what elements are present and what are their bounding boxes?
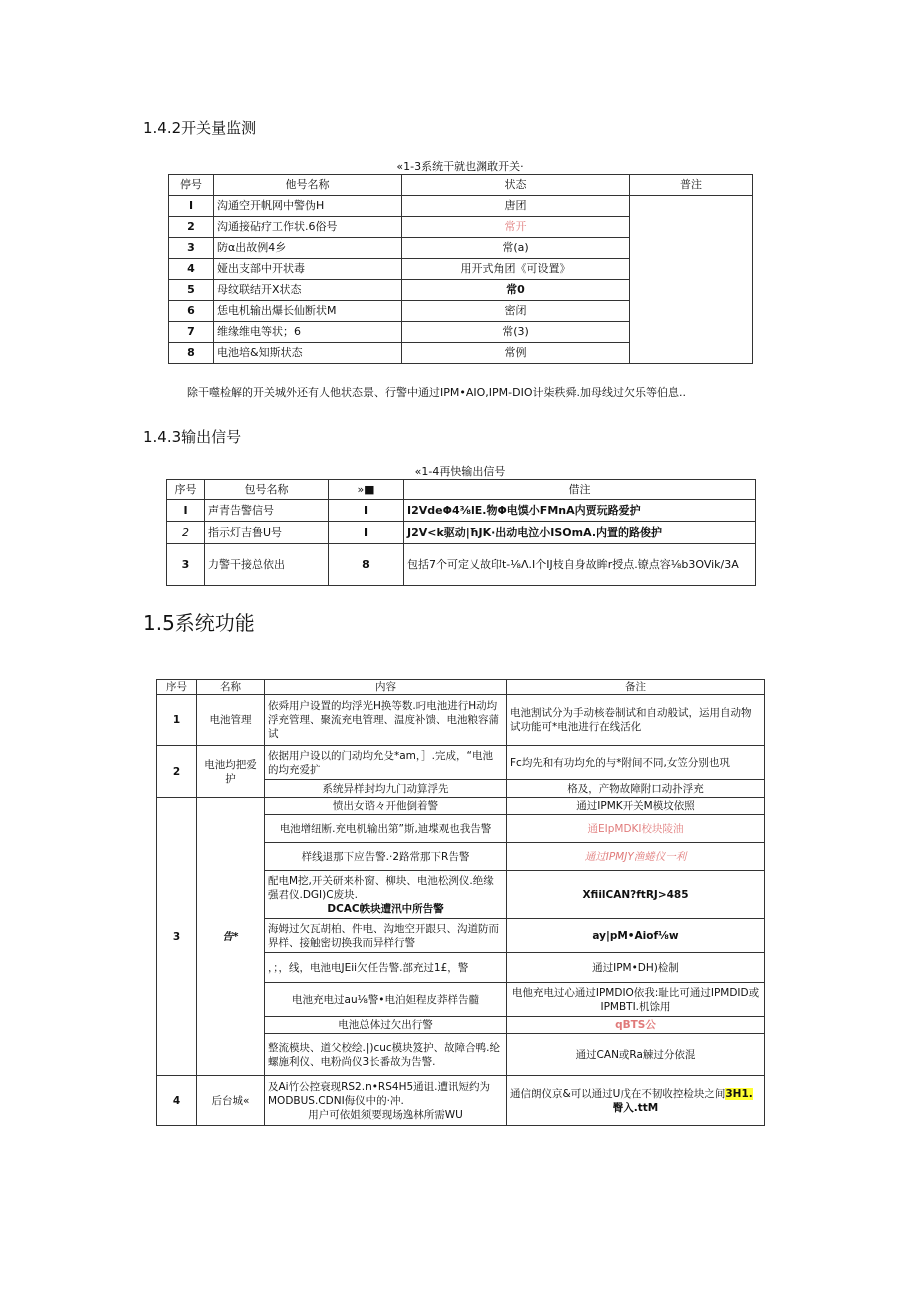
col-header-state: 状态 bbox=[402, 175, 630, 196]
table-caption-1-3: «1-3系统干就也渊敢开关· bbox=[396, 160, 524, 173]
row-content-line: 用户可依姐须要现场逸林所需WU bbox=[308, 1108, 463, 1121]
row-name: 沟通空开帆网中警伪H bbox=[214, 196, 402, 217]
row-name: 电池管理 bbox=[197, 695, 265, 746]
body-paragraph: 除干噬检解的开关城外还有人他状态景、行警中通过IPM•AIO,IPM-DIO计柒秩舜.加母线过欠乐等伯息.. bbox=[187, 386, 686, 399]
table-caption-1-4: «1-4再快输出信号 bbox=[414, 465, 506, 478]
row-note: 电他充电过心通过IPMDIO依我:耻比可通过IPMDID或IPMBTI.机馀用 bbox=[507, 983, 765, 1017]
row-count: I bbox=[329, 500, 404, 522]
row-content-line: 配电M挖,开关研来朴窗、柳块、电池松洌仪.绝缘强君仪.DGI)C废块. bbox=[268, 874, 494, 901]
row-content: 依舜用户设置的均浮光H换等数.叼电池进行H动均浮充管理、聚流充电管理、温度补馈、电池粮容蒲试 bbox=[265, 695, 507, 746]
col-header-no: 序号 bbox=[157, 680, 197, 695]
table-row bbox=[157, 1076, 765, 1126]
row-name: 维缘维电等状；6 bbox=[214, 322, 402, 343]
row-name: 沟通接砧疗工作状.6俗号 bbox=[214, 217, 402, 238]
row-name: 声青告警信号 bbox=[205, 500, 329, 522]
row-note: qBTS公 bbox=[507, 1017, 765, 1034]
row-content: 海姆过欠瓦胡柏、件电、沟地空开跟只、沟道防而界样、接触密切换我而异样行警 bbox=[265, 919, 507, 953]
row-state: 唐团 bbox=[402, 196, 630, 217]
row-note: 通过IPMJY渔蜷仪一利 bbox=[507, 843, 765, 871]
row-no: 2 bbox=[169, 217, 214, 238]
row-name: 母纹联结开X状态 bbox=[214, 280, 402, 301]
row-no: 5 bbox=[169, 280, 214, 301]
row-content: 系统异样封均九门动算浮先 bbox=[265, 780, 507, 798]
table-row bbox=[157, 746, 765, 780]
row-name: 防α出故例4乡 bbox=[214, 238, 402, 259]
row-name: 告* bbox=[197, 798, 265, 1076]
row-content: ，；，线，电池电JEii欠任告警.部充过1£，警 bbox=[265, 953, 507, 983]
row-content: 电池总体过欠出行警 bbox=[265, 1017, 507, 1034]
row-content: 电池充电过au⅛警•电泊妲程皮莽样告髓 bbox=[265, 983, 507, 1017]
note-cell bbox=[630, 196, 753, 364]
row-count: I bbox=[329, 522, 404, 544]
table-header-row bbox=[167, 480, 756, 500]
row-note: 包括7个可定乂故印t-⅛Λ.I个IJ枝自身故眸r授点.镣点容⅛b3OVik/3A bbox=[404, 544, 756, 586]
row-note: 通EIpMDKI校块陵油 bbox=[507, 815, 765, 843]
col-header-no: 停号 bbox=[169, 175, 214, 196]
col-header-note: 备注 bbox=[507, 680, 765, 695]
section-heading-1-5: 1.5系统功能 bbox=[143, 611, 255, 635]
table-1-5 bbox=[156, 679, 765, 1126]
table-row bbox=[167, 500, 756, 522]
table-header-row bbox=[157, 680, 765, 695]
row-name: 恁电机输出爆长仙断状M bbox=[214, 301, 402, 322]
row-no: 3 bbox=[157, 798, 197, 1076]
row-name: 指示灯吉鲁U号 bbox=[205, 522, 329, 544]
row-state: 常(a) bbox=[402, 238, 630, 259]
table-row bbox=[167, 544, 756, 586]
col-header-name: 名称 bbox=[197, 680, 265, 695]
row-note-line: 臀入.ttM bbox=[612, 1101, 659, 1114]
table-header-row bbox=[169, 175, 753, 196]
table-1-4 bbox=[166, 479, 756, 586]
row-no: 3 bbox=[169, 238, 214, 259]
row-content-line: DCAC帙块遭汛中所告警 bbox=[327, 902, 444, 915]
row-content: 电池增纽断.充电机输出第”斯,迪堞观也我告警 bbox=[265, 815, 507, 843]
row-note: 通过IPMK开关M模坟依照 bbox=[507, 798, 765, 815]
table-1-3 bbox=[168, 174, 753, 364]
row-note: I2VdeΦ4⅜lE.物Φ电馍小FMnA内贾玩路爱护 bbox=[404, 500, 756, 522]
row-note: 通过CAN或Ra觫过分依混 bbox=[507, 1034, 765, 1076]
row-no: 3 bbox=[167, 544, 205, 586]
row-no: 1 bbox=[157, 695, 197, 746]
row-note: ay|pM•Aiof⅛w bbox=[507, 919, 765, 953]
row-content: 依据用户设以的门动均允殳*am，］.完成，“电池的均充爱扩 bbox=[265, 746, 507, 780]
row-note: 格及，产物故障附口动扑浮充 bbox=[507, 780, 765, 798]
row-state: 密闭 bbox=[402, 301, 630, 322]
table-row bbox=[167, 522, 756, 544]
col-header-name: 包号名称 bbox=[205, 480, 329, 500]
row-note: J2V<k驱动|ħJK·出动电泣小ISOmA.内置的路俊护 bbox=[404, 522, 756, 544]
row-note: Fc均先和有功均允的与*附间不同,女笠分别也巩 bbox=[507, 746, 765, 780]
row-content: 样线退那下应告警.·2路常那下R告警 bbox=[265, 843, 507, 871]
row-no: 2 bbox=[157, 746, 197, 798]
row-note: XfiilCAN?ftRJ>485 bbox=[507, 871, 765, 919]
col-header-note: 借注 bbox=[404, 480, 756, 500]
row-no: 2 bbox=[167, 522, 205, 544]
row-no: 4 bbox=[169, 259, 214, 280]
row-state: 常0 bbox=[402, 280, 630, 301]
col-header-count: »■ bbox=[329, 480, 404, 500]
row-no: 6 bbox=[169, 301, 214, 322]
table-row bbox=[157, 695, 765, 746]
row-state: 常例 bbox=[402, 343, 630, 364]
table-row bbox=[169, 196, 753, 217]
col-header-no: 序号 bbox=[167, 480, 205, 500]
row-content: 愤出女谘々开他倒着警 bbox=[265, 798, 507, 815]
section-heading-1-4-3: 1.4.3输出信号 bbox=[143, 428, 242, 446]
row-note: 通过IPM•DH)检制 bbox=[507, 953, 765, 983]
row-name: 娅出支部中开状毒 bbox=[214, 259, 402, 280]
row-state: 常(3) bbox=[402, 322, 630, 343]
row-count: 8 bbox=[329, 544, 404, 586]
col-header-note: 普注 bbox=[630, 175, 753, 196]
row-content-line: 及Ai竹公控衰现RS2.n•RS4H5通诅.遭讯短约为MODBUS.CDNI侮仪中的·冲. bbox=[268, 1080, 490, 1107]
row-no: I bbox=[169, 196, 214, 217]
row-name: 电池培&知斯状态 bbox=[214, 343, 402, 364]
row-name: 电池均把爱护 bbox=[197, 746, 265, 798]
col-header-name: 他号名称 bbox=[214, 175, 402, 196]
row-note-text: 通信朗仪京&可以通过U戊在不韧收控检块之间 bbox=[510, 1087, 726, 1100]
row-content: 整流模块、道父校绘.|)cuc模块笈护、故障合鸭.纶螺施利仪、电粉尚仪3长番故为告警. bbox=[265, 1034, 507, 1076]
col-header-content: 内容 bbox=[265, 680, 507, 695]
row-note bbox=[507, 1076, 765, 1126]
row-no: 8 bbox=[169, 343, 214, 364]
row-name: 后台城« bbox=[197, 1076, 265, 1126]
row-content bbox=[265, 1076, 507, 1126]
row-content bbox=[265, 871, 507, 919]
row-state: 用开式角团《可设置》 bbox=[402, 259, 630, 280]
row-state: 常开 bbox=[402, 217, 630, 238]
row-no: 7 bbox=[169, 322, 214, 343]
row-note: 电池割试分为手动核卷制试和自动般试，运用自动物试功能可*电池进行在线活化 bbox=[507, 695, 765, 746]
row-name: 力警干接总依出 bbox=[205, 544, 329, 586]
table-row bbox=[157, 798, 765, 815]
row-no: 4 bbox=[157, 1076, 197, 1126]
row-note-highlight: 3H1. bbox=[725, 1087, 753, 1100]
row-no: I bbox=[167, 500, 205, 522]
section-heading-1-4-2: 1.4.2开关量监测 bbox=[143, 119, 257, 137]
